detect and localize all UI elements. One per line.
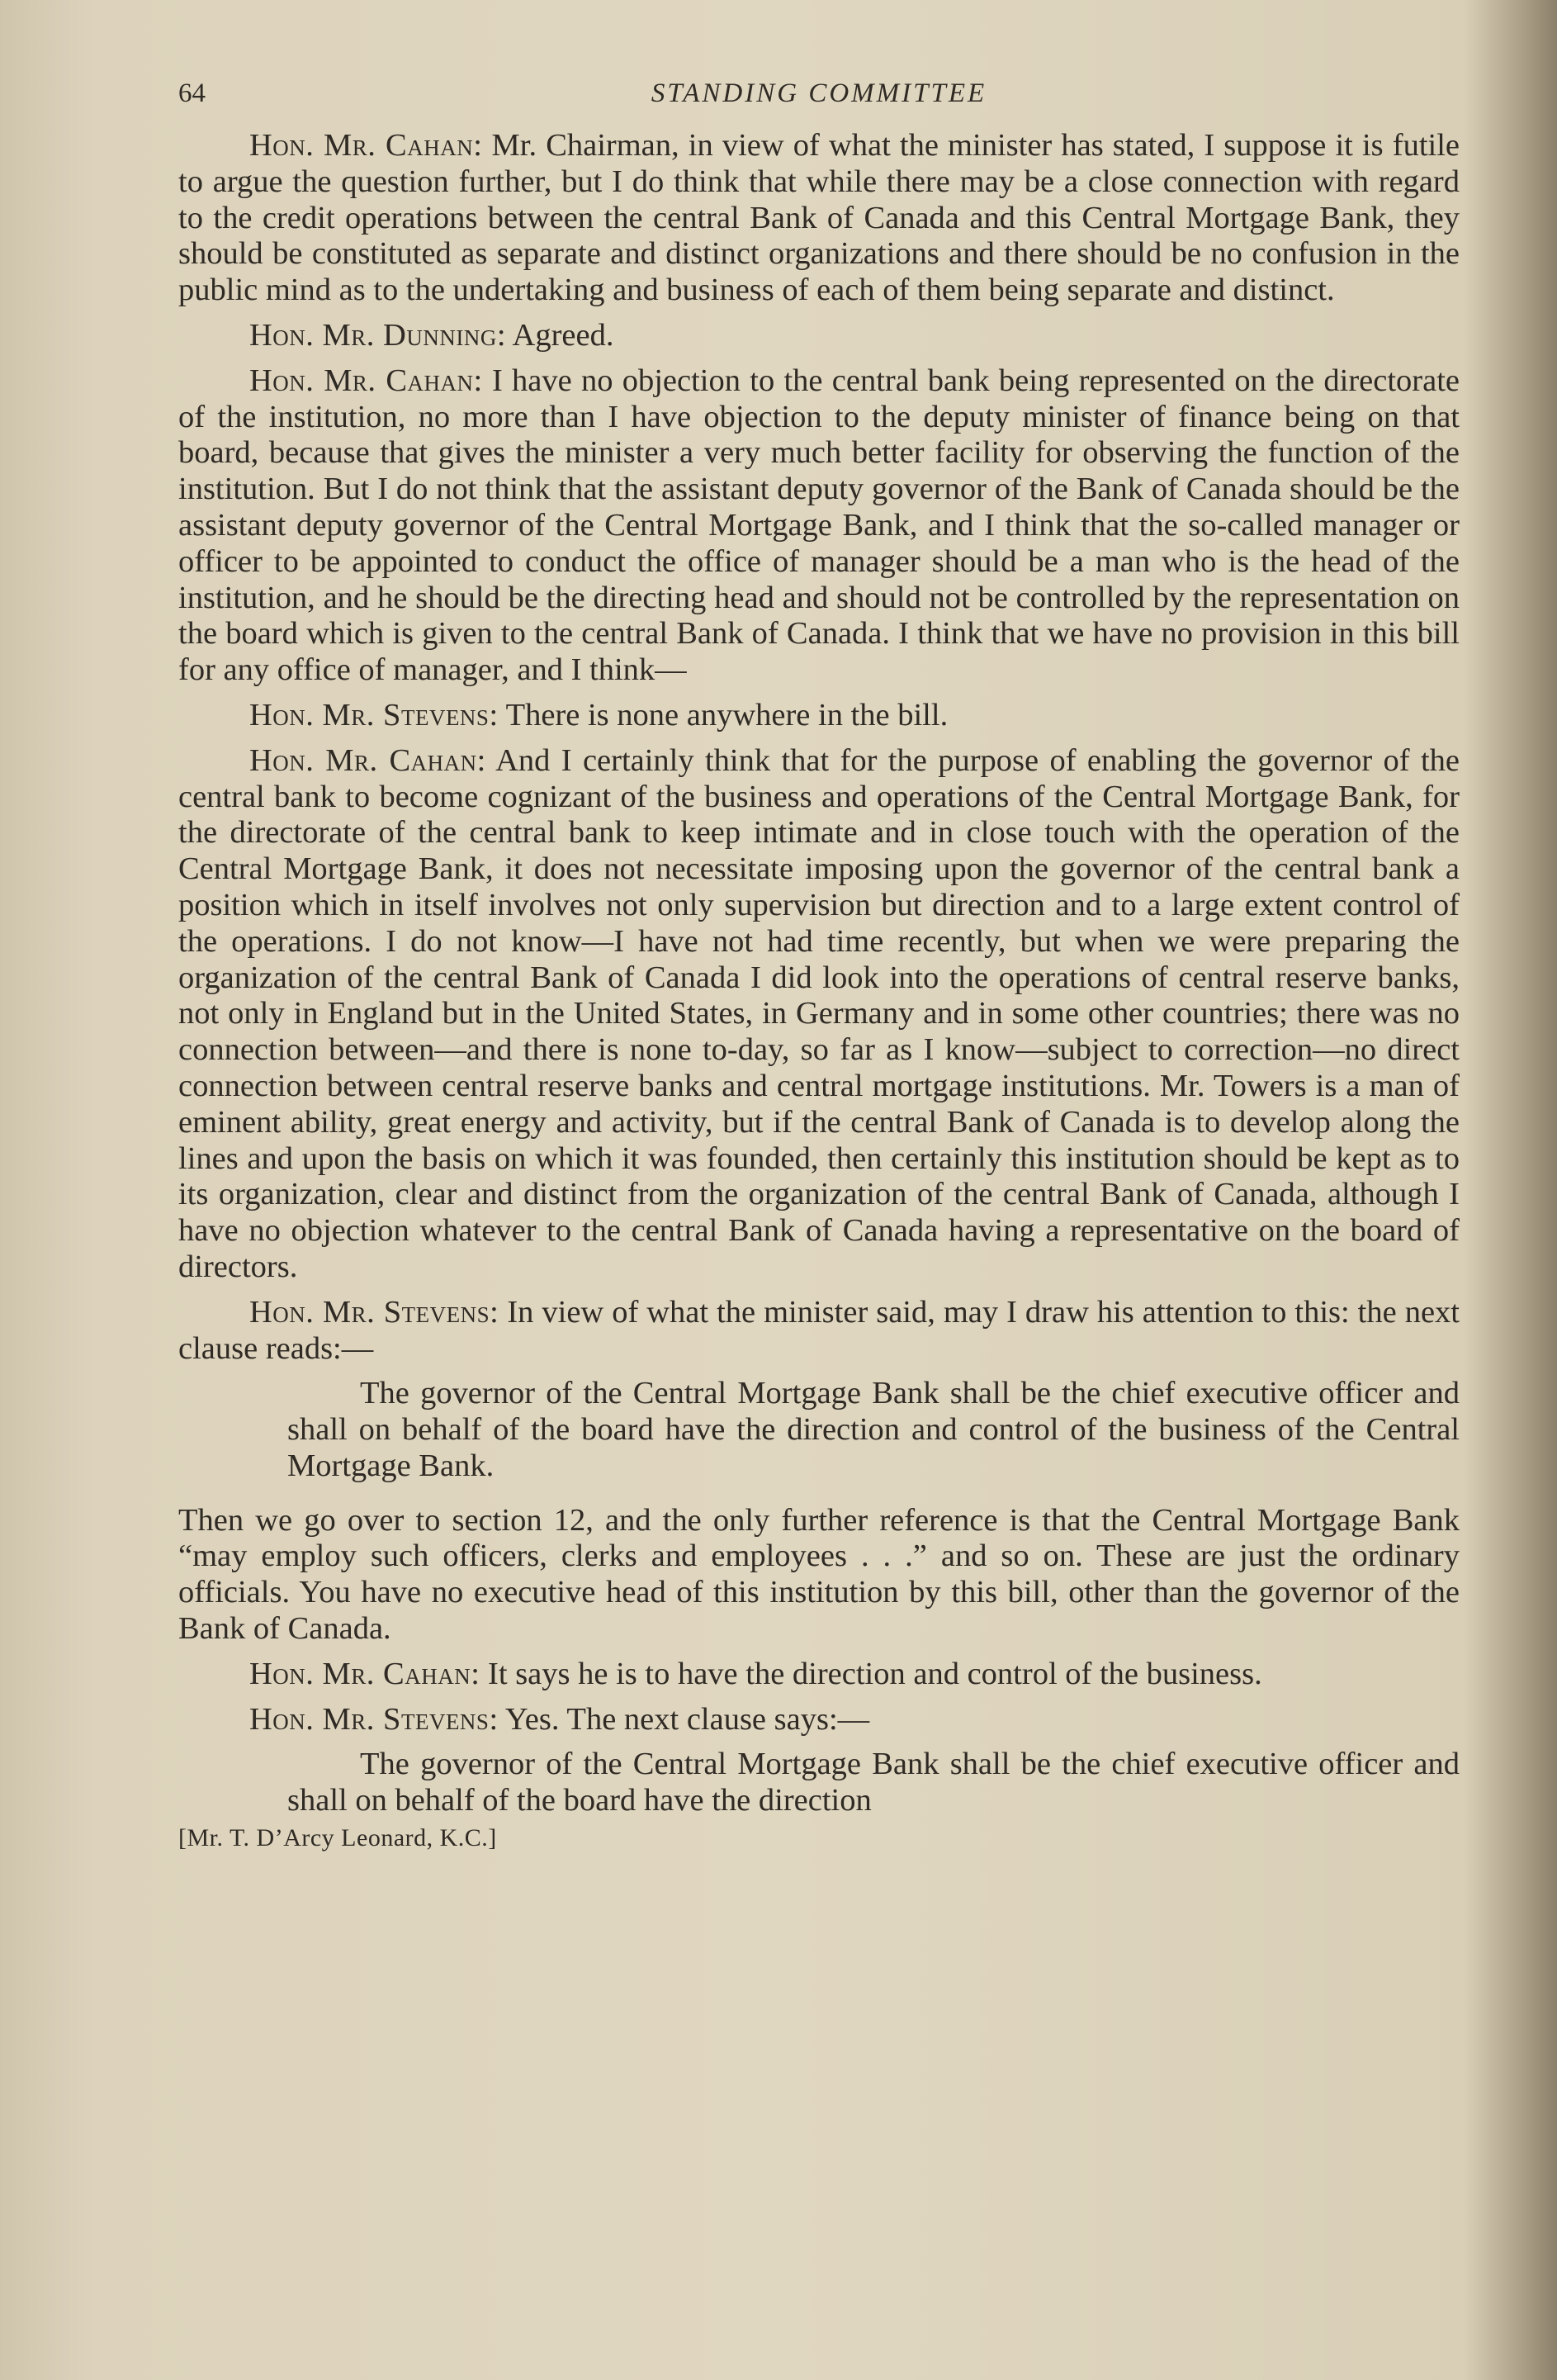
- paragraph: [178, 743, 1460, 1286]
- quoted-clause: The governor of the Central Mortgage Bank shall be the chief executive officer and shall on behalf of the board have the direction: [287, 1747, 1460, 1818]
- running-head: STANDING COMMITTEE: [651, 78, 987, 108]
- paragraph-text: It says he is to have the direction and control of the business.: [480, 1656, 1262, 1691]
- paragraph-text: Agreed.: [506, 317, 614, 353]
- speaker-name: Hon. Mr. Cahan:: [249, 1656, 480, 1691]
- continuation-paragraph: Then we go over to section 12, and the only further reference is that the Central Mortgage Bank “may employ such officers, clerks and employees . . .” and so on. These are just the ordinary officials. You have no executive head of this institution by this bill, other than the governor of the Bank of Canada.: [178, 1502, 1460, 1647]
- speaker-name: Hon. Mr. Dunning:: [249, 317, 507, 353]
- paragraph: [178, 363, 1460, 689]
- speaker-name: Hon. Mr. Cahan:: [249, 742, 486, 778]
- paragraph-text: There is none anywhere in the bill.: [498, 697, 949, 732]
- paragraph: [178, 1657, 1460, 1693]
- speaker-name: Hon. Mr. Stevens:: [249, 697, 499, 732]
- paragraph-text: And I certainly think that for the purpose of enabling the governor of the central bank to become cognizant of the business and operations of the Central Mortgage Bank, for the directorate of the central bank to keep intimate and in close touch with the operation of the Central Mortgage Bank, it does not necessitate imposing upon the governor of the central bank a position which in itself involves not only supervision but direction and to a large extent control of the operations. I do not know—I have not had time recently, but when we were preparing the organization of the central Bank of Canada I did look into the operations of central reserve banks, not only in England but in the United States, in Germany and in some other countries; there was no connection between—and there is none to-day, so far as I know—subject to correction—no direct connection between central reserve banks and central mortgage institutions. Mr. Towers is a man of eminent ability, great energy and activity, but if the central Bank of Canada is to develop along the lines and upon the basis on which it was founded, then certainly this institution should be kept as to its organization, clear and distinct from the organization of the central Bank of Canada, although I have no objection whatever to the central Bank of Canada having a representative on the board of directors.: [178, 742, 1460, 1284]
- paragraph: [178, 1702, 1460, 1738]
- paragraph: [178, 1295, 1460, 1368]
- paragraph-text: In view of what the minister said, may I draw his attention to this: the next clause reads:—: [178, 1294, 1460, 1366]
- speaker-name: Hon. Mr. Stevens:: [249, 1294, 499, 1330]
- page-number: 64: [178, 78, 206, 108]
- witness-footer: [Mr. T. D’Arcy Leonard, K.C.]: [178, 1824, 497, 1852]
- paragraph: [178, 698, 1460, 734]
- paragraph-text: Yes. The next clause says:—: [498, 1701, 870, 1737]
- transcript-body: [178, 128, 1460, 1819]
- quoted-clause: The governor of the Central Mortgage Bank shall be the chief executive officer and shall on behalf of the board have the direction and control of the business of the Central Mortgage Bank.: [287, 1376, 1460, 1483]
- paragraph: [178, 128, 1460, 309]
- page-content: [178, 78, 1460, 1852]
- paragraph: [178, 318, 1460, 354]
- speaker-name: Hon. Mr. Stevens:: [249, 1701, 499, 1737]
- speaker-name: Hon. Mr. Cahan:: [249, 363, 483, 398]
- paragraph-text: I have no objection to the central bank being represented on the directorate of the institution, no more than I have objection to the deputy minister of finance being on that board, because that gives the minister a very much better facility for observing the function of the institution. But I do not think that the assistant deputy governor of the Bank of Canada should be the assistant deputy governor of the Central Mortgage Bank, and I think that the so-called manager or officer to be appointed to conduct the office of manager should be a man who is the head of the institution, and he should be the directing head and should not be controlled by the representation on the board which is given to the central Bank of Canada. I think that we have no provision in this bill for any office of manager, and I think—: [178, 363, 1460, 688]
- speaker-name: Hon. Mr. Cahan:: [249, 128, 483, 163]
- page-header: [178, 78, 1460, 128]
- paragraph-text: Mr. Chairman, in view of what the minister has stated, I suppose it is futile to argue the question further, but I do think that while there may be a close connection with regard to the credit operations between the central Bank of Canada and this Central Mortgage Bank, they should be constituted as separate and distinct organizations and there should be no confusion in the public mind as to the undertaking and business of each of them being separate and distinct.: [178, 128, 1460, 308]
